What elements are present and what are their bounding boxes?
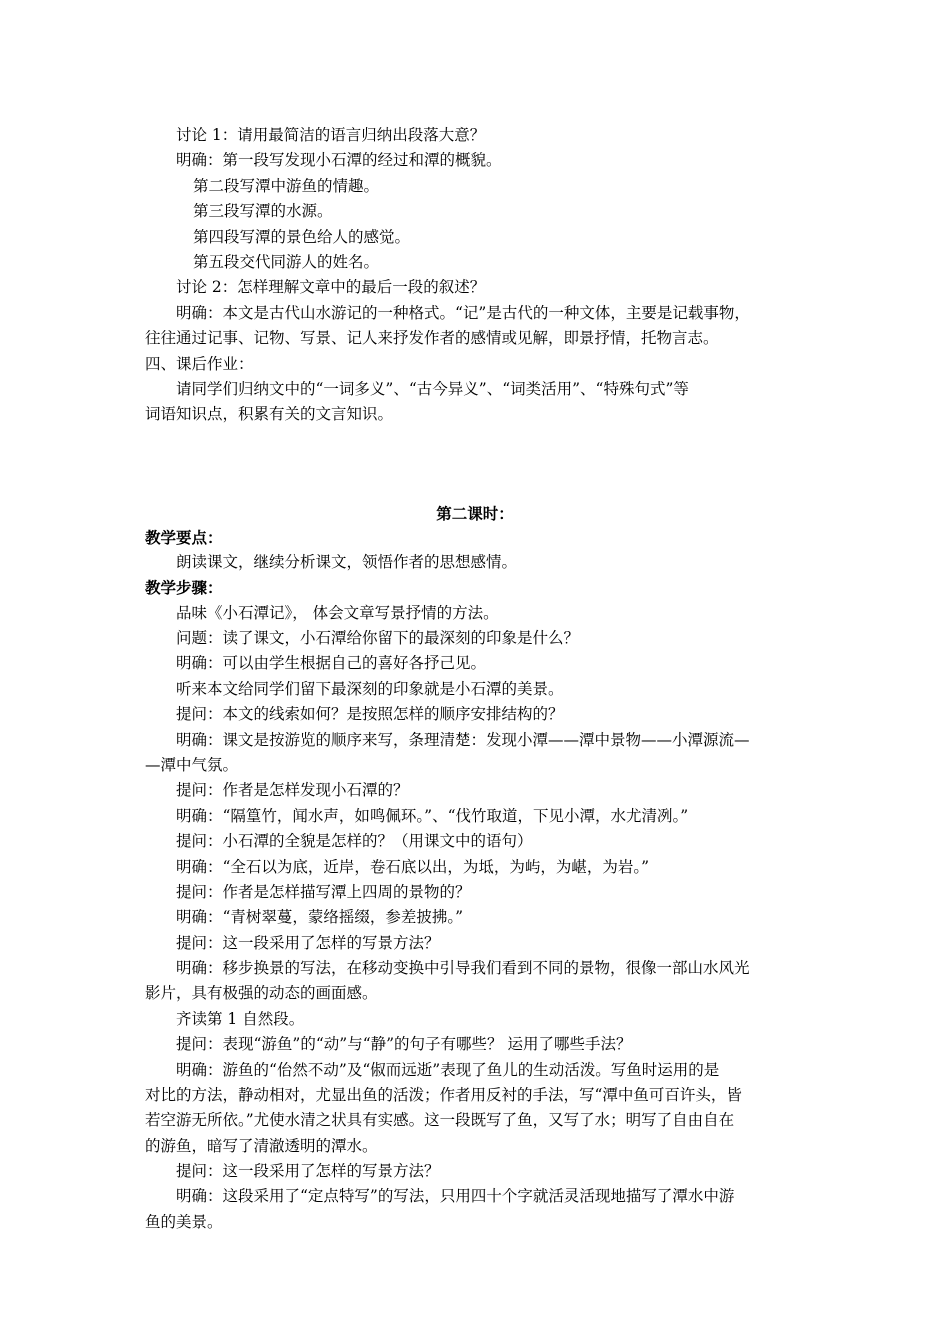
homework-line-1: 请同学们归纳文中的“一词多义”、“古今异义”、“词类活用”、“特殊句式”等 (176, 380, 689, 398)
step-line: 提问：表现“游鱼”的“动”与“静”的句子有哪些？ 运用了哪些手法？ (176, 1035, 632, 1053)
step-line: 的游鱼，暗写了清澈透明的潭水。 (145, 1137, 378, 1155)
step-line: 明确：这段采用了“定点特写”的写法，只用四十个字就活灵活现地描写了潭水中游 (176, 1187, 735, 1205)
step-line: 提问：作者是怎样描写潭上四周的景物的？ (176, 883, 471, 901)
step-line: 明确：游鱼的“佁然不动”及“俶而远逝”表现了鱼儿的生动活泼。写鱼时运用的是 (176, 1061, 720, 1079)
step-line: 品味《小石潭记》， 体会文章写景抒情的方法。 (176, 604, 499, 622)
homework-heading: 四、课后作业： (145, 355, 254, 373)
step-line: 鱼的美景。 (145, 1213, 223, 1231)
step-line: 齐读第 1 自然段。 (176, 1010, 305, 1028)
paragraph-4-summary: 第四段写潭的景色给人的感觉。 (193, 228, 411, 246)
paragraph-2-summary: 第二段写潭中游鱼的情趣。 (193, 177, 380, 195)
step-line: 对比的方法，静动相对，尤显出鱼的活泼；作者用反衬的手法，写“潭中鱼可百许头，皆 (145, 1086, 742, 1104)
step-line: 提问：这一段采用了怎样的写景方法？ (176, 1162, 440, 1180)
step-line: 明确：“全石以为底，近岸，卷石底以出，为坻，为屿，为嵁，为岩。” (176, 858, 650, 876)
step-line: —潭中气氛。 (145, 756, 239, 774)
step-line: 提问：这一段采用了怎样的写景方法？ (176, 934, 440, 952)
lesson-title: 第二课时： (436, 504, 514, 523)
step-line: 明确：“隔篁竹，闻水声，如鸣佩环。”、“伐竹取道，下见小潭，水尤清冽。” (176, 807, 689, 825)
homework-line-2: 词语知识点，积累有关的文言知识。 (145, 405, 394, 423)
step-line: 提问：小石潭的全貌是怎样的？（用课文中的语句） (176, 832, 533, 850)
step-line: 问题：读了课文，小石潭给你留下的最深刻的印象是什么？ (176, 629, 580, 647)
steps-heading: 教学步骤： (145, 578, 223, 597)
paragraph-5-summary: 第五段交代同游人的姓名。 (193, 253, 380, 271)
step-line: 听来本文给同学们留下最深刻的印象就是小石潭的美景。 (176, 680, 564, 698)
step-line: 提问：作者是怎样发现小石潭的？ (176, 781, 409, 799)
step-line: 提问：本文的线索如何？是按照怎样的顺序安排结构的？ (176, 705, 564, 723)
step-line: 明确：“青树翠蔓，蒙络摇缀，参差披拂。” (176, 908, 464, 926)
discussion-1-question: 讨论 1：请用最简洁的语言归纳出段落大意？ (176, 126, 486, 144)
step-line: 影片，具有极强的动态的画面感。 (145, 984, 378, 1002)
step-line: 明确：可以由学生根据自己的喜好各抒己见。 (176, 654, 487, 672)
key-points-text: 朗读课文，继续分析课文，领悟作者的思想感情。 (176, 553, 518, 571)
discussion-2-answer-line-1: 明确：本文是古代山水游记的一种格式。“记”是古代的一种文体，主要是记载事物， (176, 304, 750, 322)
discussion-1-answer: 明确：第一段写发现小石潭的经过和潭的概貌。 (176, 151, 502, 169)
paragraph-3-summary: 第三段写潭的水源。 (193, 202, 333, 220)
step-line: 若空游无所依。”尤使水清之状具有实感。这一段既写了鱼，又写了水；明写了自由自在 (145, 1111, 735, 1129)
step-line: 明确：课文是按游览的顺序来写，条理清楚：发现小潭——潭中景物——小潭源流— (176, 731, 750, 749)
discussion-2-question: 讨论 2：怎样理解文章中的最后一段的叙述？ (176, 278, 486, 296)
step-line: 明确：移步换景的写法，在移动变换中引导我们看到不同的景物，很像一部山水风光 (176, 959, 750, 977)
key-points-heading: 教学要点： (145, 528, 223, 547)
discussion-2-answer-line-2: 往往通过记事、记物、写景、记人来抒发作者的感情或见解，即景抒情，托物言志。 (145, 329, 719, 347)
